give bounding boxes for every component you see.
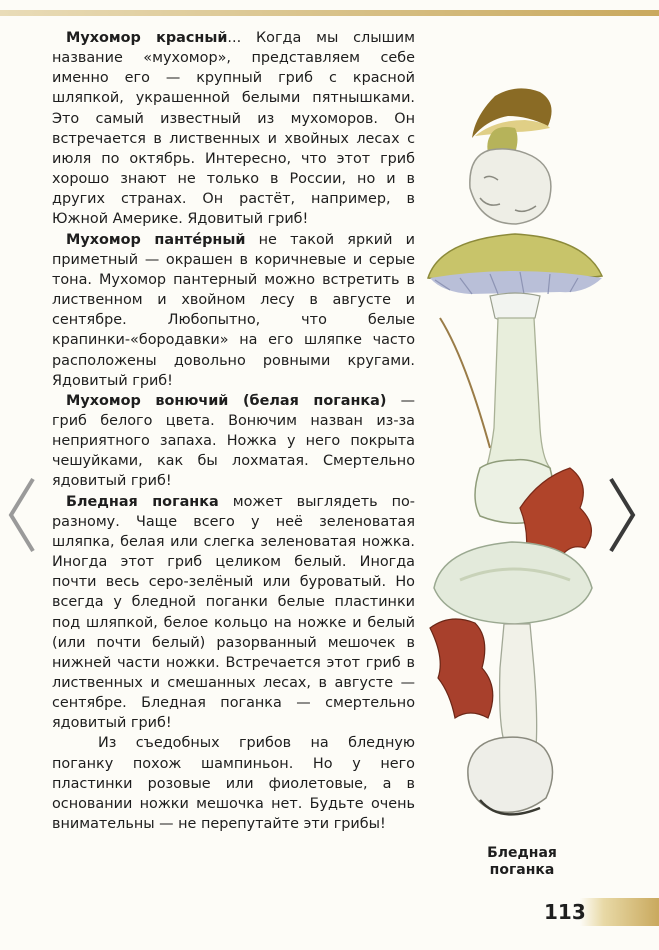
paragraph-title: Бледная поганка bbox=[66, 493, 219, 510]
paragraph-title: Мухомор пантéрный bbox=[66, 231, 246, 248]
article-text bbox=[52, 28, 415, 834]
paragraph-panther-cap bbox=[52, 230, 415, 391]
chevron-left-icon bbox=[7, 475, 37, 555]
page-number-bar bbox=[580, 898, 659, 926]
top-decorative-rule bbox=[0, 10, 659, 16]
paragraph-title: Мухомор вонючий (белая поганка) bbox=[66, 392, 387, 409]
paragraph-body: Из съедобных грибов на бледную поганку похож шампиньон. Но у него пластинки розовые или фиолетовые, а в основании ножки мешочка нет. Будьте очень внимательны — не перепутайте эти грибы! bbox=[52, 735, 415, 833]
paragraph-body: ... Когда мы слышим название «мухомор», представляем себе именно его — крупный гриб с красной шляпкой, украшенной белыми пятнышками. Это самый известный из мухоморов. Он встречается в лиственных и хвойных лесах с июля по октябрь. Интересно, что этот гриб хорошо знают не только в России, но и в других странах. Он растёт, например, в Южной Америке. Ядовитый гриб! bbox=[52, 30, 415, 228]
illustration-caption bbox=[462, 845, 582, 879]
paragraph-fly-agaric-red bbox=[52, 28, 415, 230]
chevron-right-icon bbox=[607, 475, 637, 555]
paragraph-title: Мухомор красный bbox=[66, 30, 228, 46]
caption-line: Бледная bbox=[487, 845, 557, 861]
page-number: 113 bbox=[544, 900, 586, 924]
paragraph-destroying-angel bbox=[52, 391, 415, 492]
grass-blade-drawing bbox=[440, 318, 490, 448]
paragraph-body: — гриб белого цвета. Вонючим назван из-за неприятного запаха. Ножка у него покрыта чешуйками, как бы лохматая. Смертельно ядовитый гриб! bbox=[52, 392, 416, 490]
paragraph-body: не такой яркий и приметный — окрашен в коричневые и серые тона. Мухомор пантерный можно встретить в лиственном и хвойном лесу в августе и сентябре. Любопытно, что белые крапинки-«бородавки» на его шляпке часто расположены довольно ровными кругами. Ядовитый гриб! bbox=[52, 231, 415, 389]
next-page-button[interactable] bbox=[602, 470, 642, 560]
paragraph-champignon-warning bbox=[52, 733, 415, 834]
caption-line: поганка bbox=[489, 862, 555, 878]
previous-page-button[interactable] bbox=[2, 470, 42, 560]
oak-leaf-drawing bbox=[430, 619, 493, 718]
paragraph-death-cap bbox=[52, 492, 415, 734]
death-cap-illustration bbox=[420, 28, 620, 838]
young-mushroom-drawing bbox=[470, 88, 552, 224]
paragraph-body: может выглядеть по-разному. Чаще всего у неё зеленоватая шляпка, белая или слегка зеленоватая ножка. Иногда этот гриб целиком белый. Иногда почти весь серо-зелёный или буроватый. Но всегда у бледной поганки белые пластинки под шляпкой, белое кольцо на ножке и белый (или почти белый) разорванный мешочек в нижней части ножки. Встречается этот гриб в лиственных и смешанных лесах, в августе — сентябре. Бледная поганка — смертельно ядовитый гриб! bbox=[52, 493, 415, 732]
